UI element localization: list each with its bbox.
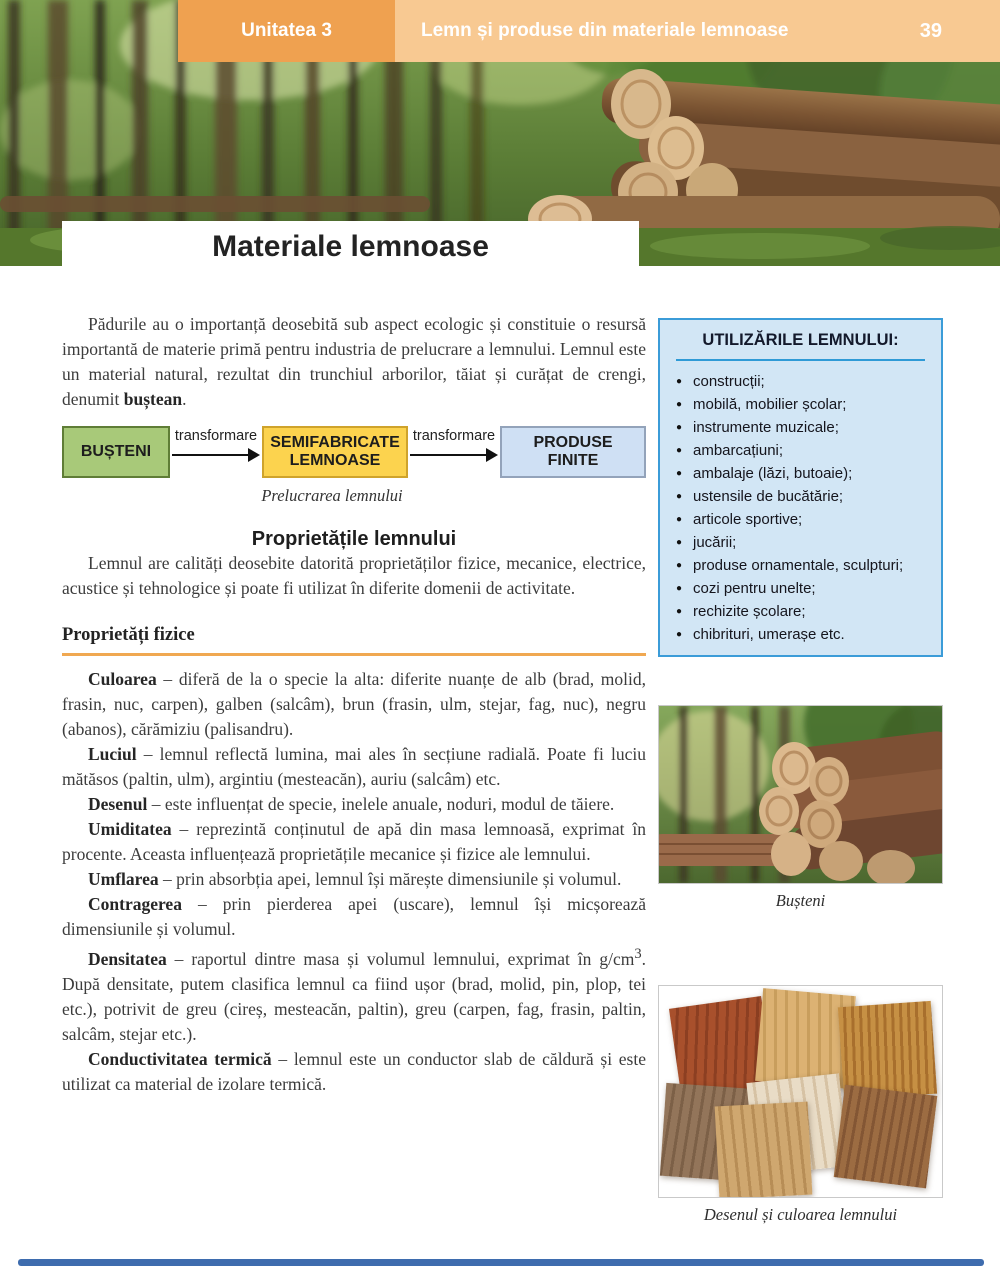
- diagram-box-busteni: BUȘTENI: [62, 426, 170, 478]
- property-densitatea: Densitatea – raportul dintre masa și volumul lemnului, exprimat în $g/cm^3$. După densitate, putem clasifica lemnul ca fiind ușor (brad, molid, pin, plop, tei etc.), potrivit de greu (cireș, mesteacăn, paltin), greu (carpen, fag, frasin, paltin, salcâm, stejar etc.).: [62, 946, 646, 1044]
- list-item: ● rechizite școlare;: [676, 600, 929, 623]
- property-umiditatea: Umiditatea – reprezintă conținutul de apă din masa lemnoasă, exprimat în procente. Aceasta influențează proprietățile mecanice și fizice ale lemnului.: [62, 819, 646, 864]
- property-luciul: Luciul – lemnul reflectă lumina, mai ales în secțiune radială. Poate fi luciu mătăsos (paltin, ulm), argintiu (mesteacăn), auriu (salcâm) etc.: [62, 744, 646, 789]
- property-umflarea: Umflarea – prin absorbția apei, lemnul își mărește dimensiunile și volumul.: [88, 869, 622, 889]
- intro-paragraph: [62, 312, 646, 412]
- list-item: ● produse ornamentale, sculpturi;: [676, 554, 929, 577]
- property-contragerea: Contragerea – prin pierderea apei (uscare), lemnul își micșorează dimensiunile și volumul.: [62, 894, 646, 939]
- intro-period: .: [182, 389, 187, 409]
- arrow-right-icon: [170, 426, 262, 478]
- intro-bold-term: buștean: [123, 389, 183, 409]
- list-item: ● jucării;: [676, 531, 929, 554]
- page-title: Materiale lemnoase: [212, 230, 489, 263]
- samples-photo-caption: Desenul și culoarea lemnului: [703, 1205, 898, 1224]
- list-item: ● mobilă, mobilier școlar;: [676, 393, 929, 416]
- uses-list: [672, 370, 929, 646]
- unit-label: Unitatea 3: [178, 0, 395, 62]
- wood-sample: [834, 1085, 938, 1189]
- list-item: ● construcții;: [676, 370, 929, 393]
- arrow-right-icon: [408, 426, 500, 478]
- intro-text: Pădurile au o importanță deosebită sub aspect ecologic și constituie o resursă importantă de materie primă pentru industria de prelucrare a lemnului. Lemnul este un material natural, rezultat din trunchiul arborilor, tăiat și curățat de crengi, denumit: [62, 314, 646, 409]
- list-item: ● ambalaje (lăzi, butoaie);: [676, 462, 929, 485]
- list-item: ● ustensile de bucătărie;: [676, 485, 929, 508]
- page-title-box: [62, 221, 639, 273]
- diagram-box-produse-finite: PRODUSE FINITE: [500, 426, 646, 478]
- arrow2-label: transformare: [412, 428, 496, 444]
- logs-photo-caption: Bușteni: [775, 891, 826, 910]
- page-header: [178, 0, 1000, 62]
- arrow1-label: transformare: [174, 428, 258, 444]
- list-item: ● chibrituri, umerașe etc.: [676, 623, 929, 646]
- list-item: ● ambarcațiuni;: [676, 439, 929, 462]
- property-desenul: Desenul – este influențat de specie, inelele anuale, noduri, modul de tăiere.: [88, 794, 615, 814]
- page-number: 39: [920, 0, 1000, 62]
- qualities-paragraph: Lemnul are calități deosebite datorită proprietăților fizice, mecanice, electrice, acustice și tehnologice și poate fi utilizat în diferite domenii de activitate.: [62, 553, 646, 598]
- side-column: [658, 318, 943, 1225]
- main-column: [62, 312, 646, 1097]
- list-item: ● cozi pentru unelte;: [676, 577, 929, 600]
- uses-of-wood-box: [658, 318, 943, 657]
- wood-sample: [715, 1102, 813, 1198]
- physical-properties-list: [62, 667, 646, 1097]
- diagram-box-semifabricate: SEMIFABRICATE LEMNOASE: [262, 426, 408, 478]
- heading-proprietati-fizice: Proprietăți fizice: [62, 625, 646, 656]
- wood-samples-photo: [658, 985, 943, 1198]
- infobox-divider: [676, 359, 925, 361]
- logs-photo: [658, 705, 943, 884]
- chapter-title: Lemn și produse din materiale lemnoase: [395, 0, 920, 62]
- list-item: ● instrumente muzicale;: [676, 416, 929, 439]
- list-item: ● articole sportive;: [676, 508, 929, 531]
- footer-rule: [18, 1259, 984, 1266]
- property-conductivitatea: Conductivitatea termică – lemnul este un conductor slab de căldură și este utilizat ca material de izolare termică.: [62, 1048, 646, 1094]
- diagram-caption: Prelucrarea lemnului: [261, 486, 403, 505]
- heading-proprietatile-lemnului: Proprietățile lemnului: [251, 528, 457, 550]
- wood-processing-diagram: [62, 426, 646, 478]
- property-culoarea: Culoarea – diferă de la o specie la alta: diferite nuanțe de alb (brad, molid, frasin, nuc, carpen), galben (salcâm), brun (frasin, ulm, stejar, fag, nuc), negru (abanos), cărămiziu (palisandru).: [62, 669, 646, 739]
- infobox-title: UTILIZĂRILE LEMNULUI:: [702, 331, 899, 349]
